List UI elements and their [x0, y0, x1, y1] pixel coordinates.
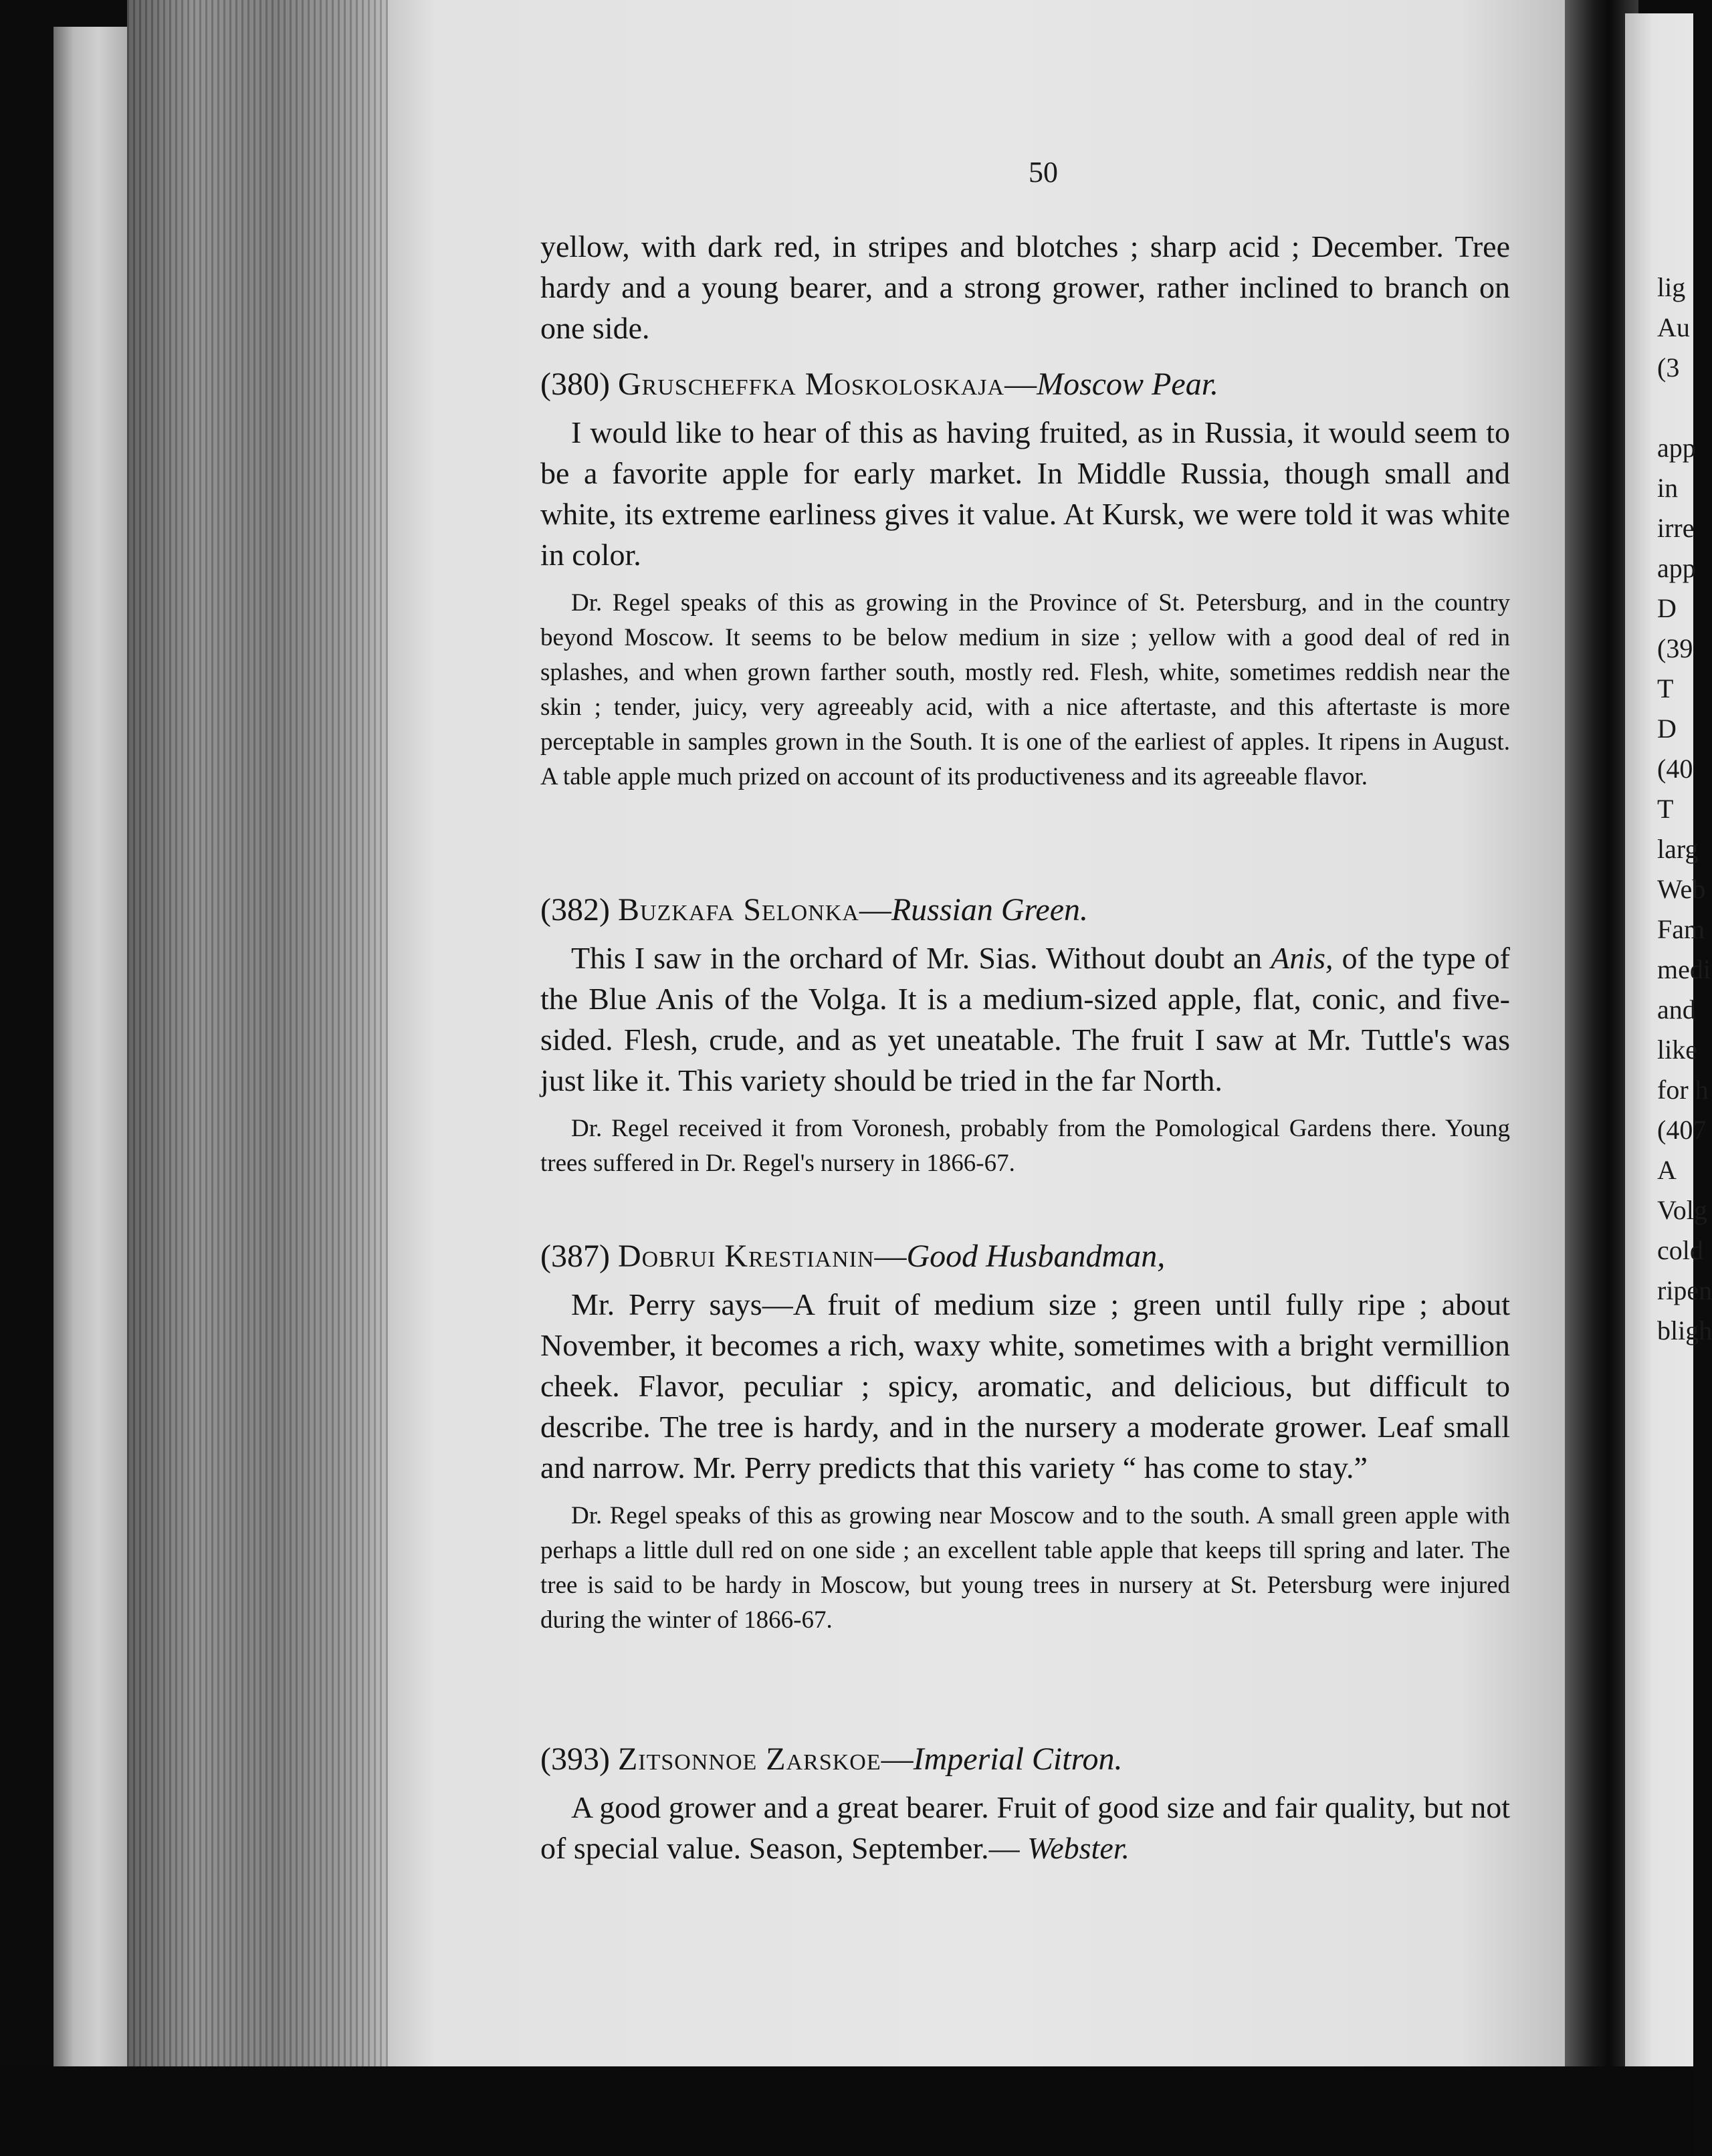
entry-note: Dr. Regel received it from Voronesh, probably from the Pomological Gardens there. Young trees suffered in Dr. Regel's nursery in 1866-67.	[540, 1115, 1510, 1177]
entry-body-end: of the type of the Blue Anis of the Volga. It is a medium-sized apple, flat, conic, and five-sided. Flesh, crude, and as yet uneatable. The fruit I saw at Mr. Tuttle's was just like it. This variety should be tried in the far North.	[540, 941, 1510, 1097]
entry-382	[540, 889, 1510, 1181]
facing-page-fragment: T	[1657, 794, 1674, 824]
entry-russian-name: Zitsonnoe Zarskoe	[617, 1741, 881, 1777]
entry-393	[540, 1739, 1510, 1868]
page-stack-edge	[127, 0, 395, 2080]
facing-page-fragment	[1657, 388, 1697, 428]
facing-page-fragment: irre	[1657, 513, 1695, 543]
entry-380	[540, 364, 1510, 794]
entry-russian-name: Dobrui Krestianin	[617, 1238, 875, 1274]
entry-dash: —	[881, 1741, 914, 1777]
entry-heading	[540, 1739, 1510, 1780]
entry-body-italic: Webster.	[1019, 1831, 1130, 1865]
facing-page-fragment: app	[1657, 553, 1696, 583]
entry-heading	[540, 364, 1510, 405]
scan-bottom-border	[0, 2066, 1693, 2156]
entry-english-name: Moscow Pear.	[1037, 366, 1219, 402]
entry-note: Dr. Regel speaks of this as growing near Moscow and to the south. A small green apple with perhaps a little dull red on one side ; an excellent table apple that keeps till spring and later. The tree is said to be hardy in Moscow, but young trees in nursery at St. Petersburg were injured during the winter of 1866-67.	[540, 1502, 1510, 1634]
entry-english-name: Imperial Citron.	[913, 1741, 1123, 1777]
entry-body: Mr. Perry says—A fruit of medium size ; green until fully ripe ; about November, it becomes a rich, waxy white, sometimes with a bright vermillion cheek. Flavor, peculiar ; spicy, aromatic, and delicious, but difficult to describe. The tree is hardy, and in the nursery a moderate grower. Leaf small and narrow. Mr. Perry predicts that this variety “ has come to stay.”	[540, 1287, 1510, 1485]
entry-russian-name: Buzkafa Selonka	[617, 892, 859, 928]
entry-english-name: Good Husbandman,	[906, 1238, 1166, 1274]
facing-page-fragment: (407	[1657, 1115, 1707, 1145]
facing-page-fragment: Web	[1657, 874, 1706, 904]
entry-body: I would like to hear of this as having fruited, as in Russia, it would seem to be a favorite apple for early market. In Middle Russia, though small and white, its extreme earliness gives it value. At Kursk, we were told it was white in color.	[540, 415, 1510, 572]
facing-page-fragment: larg	[1657, 834, 1699, 864]
facing-page-fragment: lig	[1657, 272, 1686, 302]
entry-body-start: A good grower and a great bearer. Fruit of good size and fair quality, but not of special value. Season, September.	[540, 1790, 1510, 1865]
entry-number: (387)	[540, 1238, 610, 1274]
facing-page-fragments	[1657, 267, 1712, 1351]
facing-page-fragment: (39	[1657, 633, 1693, 663]
facing-page-fragment: like	[1657, 1035, 1697, 1065]
facing-page-fragment: in	[1657, 473, 1679, 503]
facing-page-fragment: Au	[1657, 312, 1690, 342]
entry-387	[540, 1236, 1510, 1638]
facing-page-fragment: Volg	[1657, 1195, 1707, 1225]
entry-dash: —	[1004, 366, 1037, 402]
entry-note: Dr. Regel speaks of this as growing in the Province of St. Petersburg, and in the country beyond Moscow. It seems to be below medium in size ; yellow with a good deal of red in splashes, and when grown farther south, mostly red. Flesh, white, sometimes reddish near the skin ; tender, juicy, very agreeably acid, with a nice aftertaste, and this aftertaste is more perceptable in samples grown in the South. It is one of the earliest of apples. It ripens in August. A table apple much prized on account of its productiveness and its agreeable flavor.	[540, 589, 1510, 790]
entry-english-name: Russian Green.	[891, 892, 1088, 928]
facing-page-fragment: (3	[1657, 352, 1680, 383]
facing-page-fragment: ripen	[1657, 1275, 1712, 1305]
entry-dash: —	[874, 1238, 907, 1274]
entry-heading	[540, 889, 1510, 931]
continuation-block	[540, 226, 1510, 348]
entry-number: (382)	[540, 892, 610, 928]
entry-number: (393)	[540, 1741, 610, 1777]
entry-body-start: This I saw in the orchard of Mr. Sias. Without doubt an	[571, 941, 1271, 975]
facing-page-fragment: bligh	[1657, 1315, 1712, 1345]
entry-body	[540, 1787, 1510, 1868]
entry-dash: —	[859, 892, 891, 928]
entry-body-italic: Anis,	[1271, 941, 1333, 975]
facing-page-fragment: app	[1657, 433, 1696, 463]
facing-page-fragment: medi	[1657, 954, 1711, 984]
entry-heading	[540, 1236, 1510, 1277]
facing-page-fragment: A	[1657, 1155, 1677, 1185]
facing-page-fragment: D	[1657, 593, 1677, 623]
entry-number: (380)	[540, 366, 610, 402]
facing-page-fragment: (40	[1657, 754, 1693, 784]
facing-page-fragment: T	[1657, 673, 1674, 704]
page-number: 50	[1029, 156, 1058, 189]
facing-page-fragment: D	[1657, 714, 1677, 744]
entry-body-dash: —	[988, 1831, 1020, 1865]
continuation-paragraph: yellow, with dark red, in stripes and blotches ; sharp acid ; December. Tree hardy and a young bearer, and a strong grower, rather inclined to branch on one side.	[540, 229, 1510, 345]
facing-page-fragment: cold	[1657, 1235, 1703, 1265]
facing-page-fragment: and	[1657, 994, 1696, 1025]
entry-body	[540, 938, 1510, 1101]
facing-page-fragment: Fam	[1657, 914, 1705, 944]
entry-russian-name: Gruscheffka Moskoloskaja	[617, 366, 1005, 402]
facing-page-fragment: for h	[1657, 1075, 1709, 1105]
